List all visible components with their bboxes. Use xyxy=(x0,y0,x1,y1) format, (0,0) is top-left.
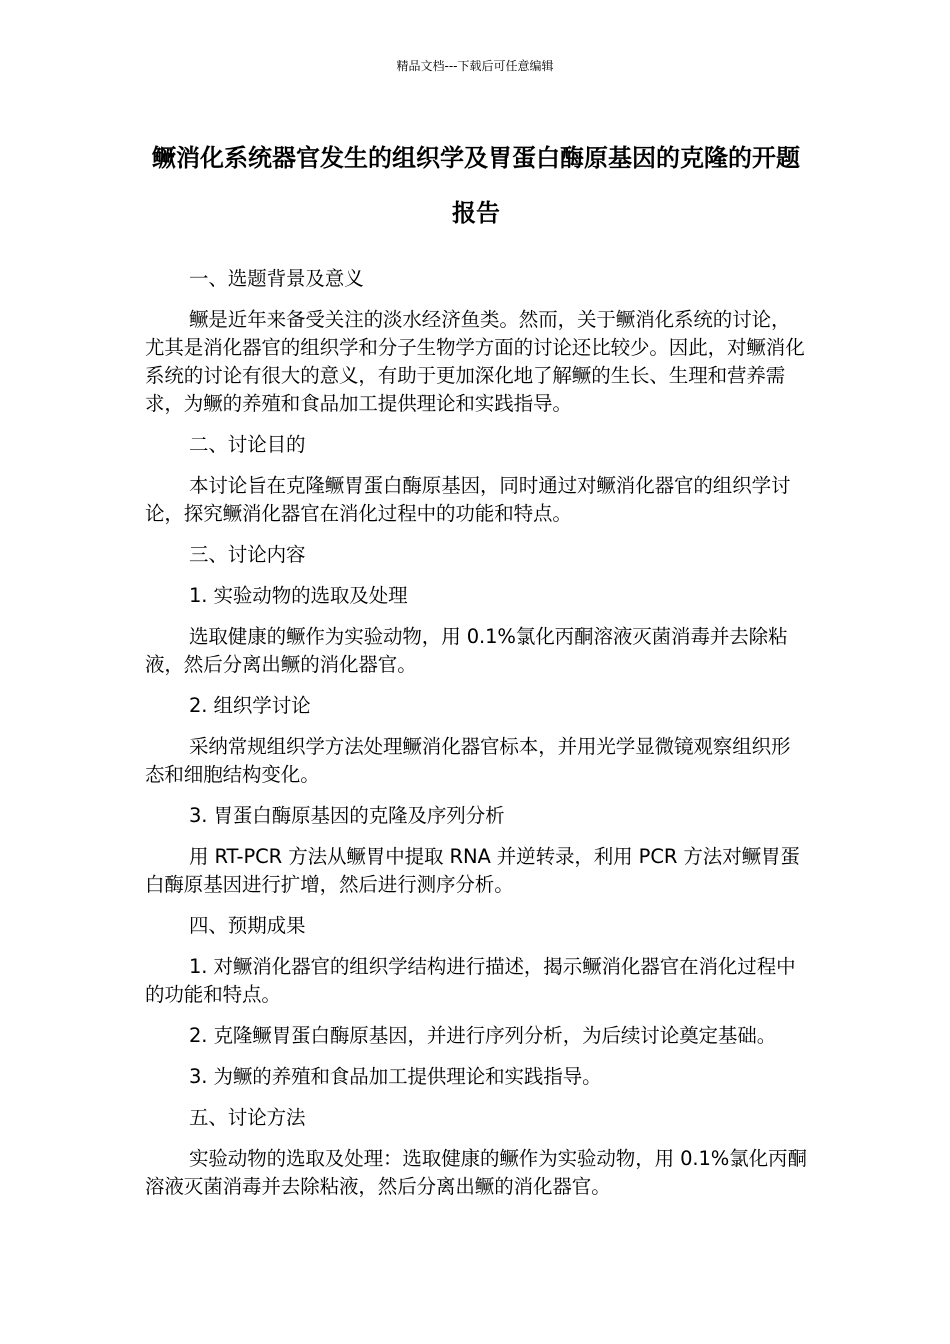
subheading-gene-cloning: 3. 胃蛋白酶原基因的克隆及序列分析 xyxy=(189,804,505,827)
section-heading-purpose: 二、讨论目的 xyxy=(189,433,306,456)
subheading-histology: 2. 组织学讨论 xyxy=(189,694,311,717)
paragraph-gene-cloning: 用 RT-PCR 方法从鳜胃中提取 RNA 并逆转录，利用 PCR 方法对鳜胃蛋白酶原基因进行扩增，然后进行测序分析。 xyxy=(145,845,800,896)
document-body xyxy=(145,265,807,1214)
section-heading-methods: 五、讨论方法 xyxy=(189,1106,306,1129)
page-header: 精品文档---下载后可任意编辑 xyxy=(396,59,554,73)
paragraph-methods: 实验动物的选取及处理：选取健康的鳜作为实验动物，用 0.1%氯化丙酮溶液灭菌消毒并去除粘液，然后分离出鳜的消化器官。 xyxy=(145,1147,807,1198)
paragraph-animal-selection: 选取健康的鳜作为实验动物，用 0.1%氯化丙酮溶液灭菌消毒并去除粘液，然后分离出鳜的消化器官。 xyxy=(145,625,788,676)
section-heading-expected-results: 四、预期成果 xyxy=(189,914,306,937)
section-heading-content: 三、讨论内容 xyxy=(189,543,306,566)
expected-result-2: 2. 克隆鳜胃蛋白酶原基因，并进行序列分析，为后续讨论奠定基础。 xyxy=(189,1024,777,1047)
paragraph-background: 鳜是近年来备受关注的淡水经济鱼类。然而，关于鳜消化系统的讨论，尤其是消化器官的组织学和分子生物学方面的讨论还比较少。因此，对鳜消化系统的讨论有很大的意义，有助于更加深化地了解鳜的生长、生理和营养需求，为鳜的养殖和食品加工提供理论和实践指导。 xyxy=(145,308,805,415)
paragraph-purpose: 本讨论旨在克隆鳜胃蛋白酶原基因，同时通过对鳜消化器官的组织学讨论，探究鳜消化器官在消化过程中的功能和特点。 xyxy=(145,474,791,525)
expected-result-1: 1. 对鳜消化器官的组织学结构进行描述，揭示鳜消化器官在消化过程中的功能和特点。 xyxy=(145,955,796,1006)
subheading-animal-selection: 1. 实验动物的选取及处理 xyxy=(189,584,408,607)
section-heading-background: 一、选题背景及意义 xyxy=(189,267,364,290)
document-title: 鳜消化系统器官发生的组织学及胃蛋白酶原基因的克隆的开题报告 xyxy=(152,144,800,227)
expected-result-3: 3. 为鳜的养殖和食品加工提供理论和实践指导。 xyxy=(189,1065,602,1088)
paragraph-histology: 采纳常规组织学方法处理鳜消化器官标本，并用光学显微镜观察组织形态和细胞结构变化。 xyxy=(145,735,791,786)
